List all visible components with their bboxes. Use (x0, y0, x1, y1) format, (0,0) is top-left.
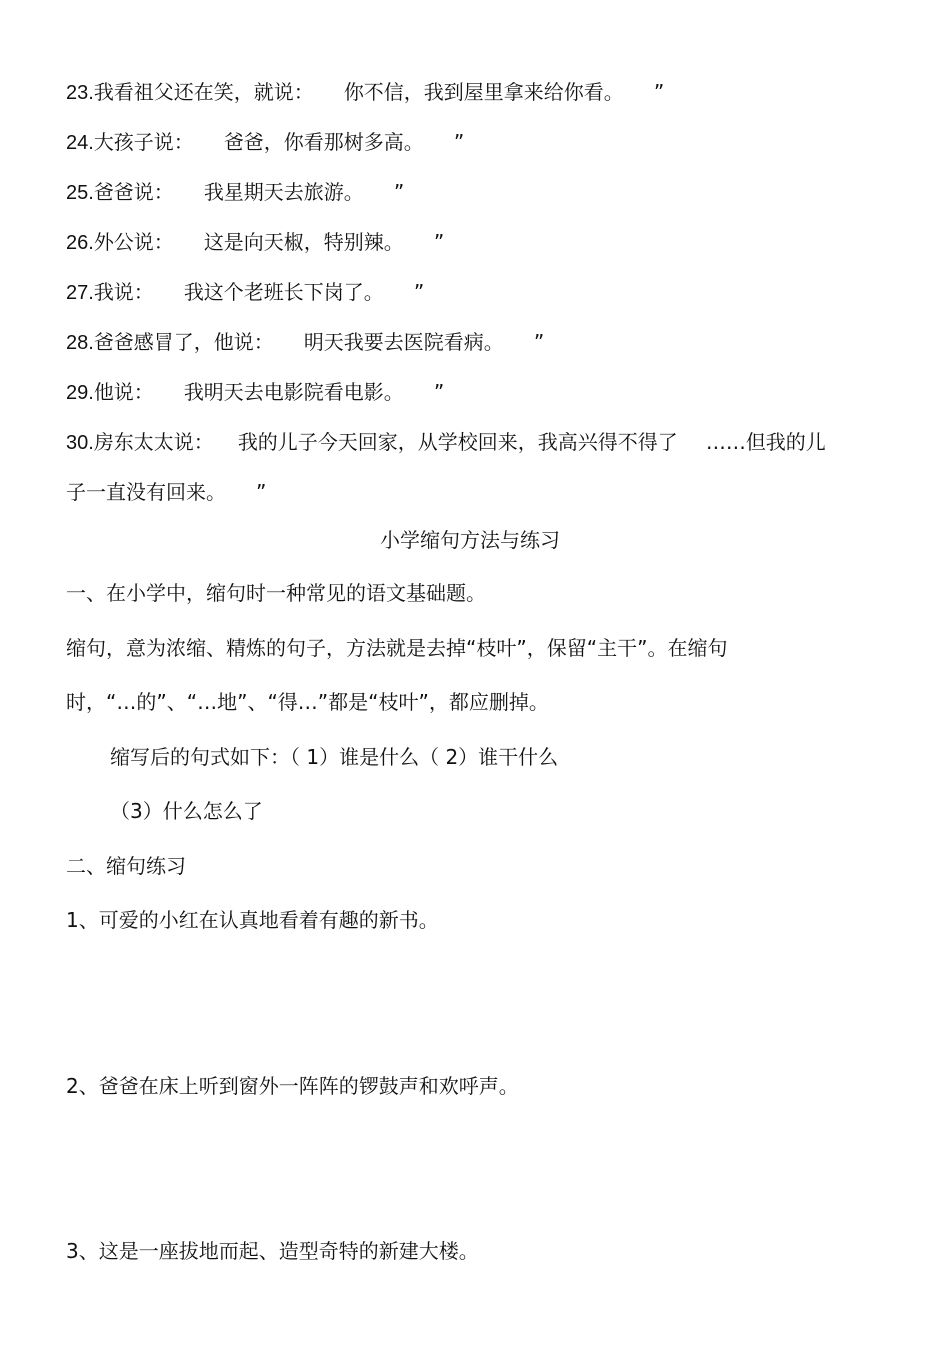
sentence-forms-line1: 缩写后的句式如下：（ 1）谁是什么（ 2）谁干什么 (110, 745, 559, 769)
closing-quote-mark: ” (433, 380, 445, 404)
sentence-24 (66, 132, 464, 153)
part1-paragraph-line2: 时，“…的”、“…地”、“得…”都是“枝叶”，都应删掉。 (66, 690, 549, 714)
sentence-number: 23. (66, 82, 94, 104)
sentence-number: 26. (66, 232, 94, 254)
sentence-quote-continuation: 子一直没有回来。 (66, 480, 226, 504)
sentence-number: 28. (66, 332, 94, 354)
closing-quote-mark: ” (653, 80, 665, 104)
sentence-quote: 爸爸，你看那树多高。 (223, 130, 424, 154)
sentence-number: 24. (66, 132, 94, 154)
part1-heading: 一、在小学中，缩句时一种常见的语文基础题。 (66, 581, 486, 605)
sentence-23 (66, 82, 664, 103)
sentence-30 (66, 432, 826, 453)
closing-quote-mark: ” (413, 280, 425, 304)
section-title: 小学缩句方法与练习 (380, 528, 560, 552)
exercise-item: 2、爸爸在床上听到窗外一阵阵的锣鼓声和欢呼声。 (66, 1074, 519, 1098)
sentence-number: 27. (66, 282, 94, 304)
sentence-speaker: 爸爸感冒了，他说： (93, 330, 274, 354)
sentence-quote: 明天我要去医院看病。 (303, 330, 504, 354)
sentence-number: 30. (66, 432, 94, 454)
part1-paragraph-line1: 缩句，意为浓缩、精炼的句子，方法就是去掉“枝叶”，保留“主干”。在缩句 (66, 636, 728, 660)
sentence-quote: 这是向天椒，特别辣。 (203, 230, 404, 254)
closing-quote-mark: ” (533, 330, 545, 354)
sentence-speaker: 爸爸说： (93, 180, 174, 204)
sentence-29 (66, 382, 444, 403)
closing-quote-mark: ” (393, 180, 405, 204)
sentence-speaker: 我看祖父还在笑，就说： (93, 80, 314, 104)
sentence-speaker: 大孩子说： (93, 130, 194, 154)
sentence-27 (66, 282, 424, 303)
closing-quote-mark: ” (433, 230, 445, 254)
sentence-25 (66, 182, 404, 203)
sentence-number: 29. (66, 382, 94, 404)
sentence-26 (66, 232, 444, 253)
exercise-item: 1、可爱的小红在认真地看着有趣的新书。 (66, 908, 439, 932)
exercise-item: 3、这是一座拔地而起、造型奇特的新建大楼。 (66, 1239, 479, 1263)
sentence-forms-line2: （3）什么怎么了 (110, 799, 263, 823)
sentence-quote: 我的儿子今天回家，从学校回来，我高兴得不得了 (237, 430, 678, 454)
sentence-quote: 我星期天去旅游。 (203, 180, 364, 204)
sentence-quote: 我这个老班长下岗了。 (183, 280, 384, 304)
sentence-speaker: 他说： (93, 380, 154, 404)
sentence-28 (66, 332, 544, 353)
closing-quote-mark: ” (453, 130, 465, 154)
sentence-speaker: 我说： (93, 280, 154, 304)
closing-quote-mark: ” (256, 480, 267, 504)
part2-heading: 二、缩句练习 (66, 854, 186, 878)
sentence-speaker: 外公说： (93, 230, 174, 254)
sentence-quote: 我明天去电影院看电影。 (183, 380, 404, 404)
sentence-quote: 你不信，我到屋里拿来给你看。 (343, 80, 624, 104)
sentence-speaker: 房东太太说： (93, 430, 214, 454)
sentence-quote-tail: ……但我的儿 (705, 430, 826, 454)
sentence-number: 25. (66, 182, 94, 204)
sentence-30-continuation (66, 482, 266, 502)
